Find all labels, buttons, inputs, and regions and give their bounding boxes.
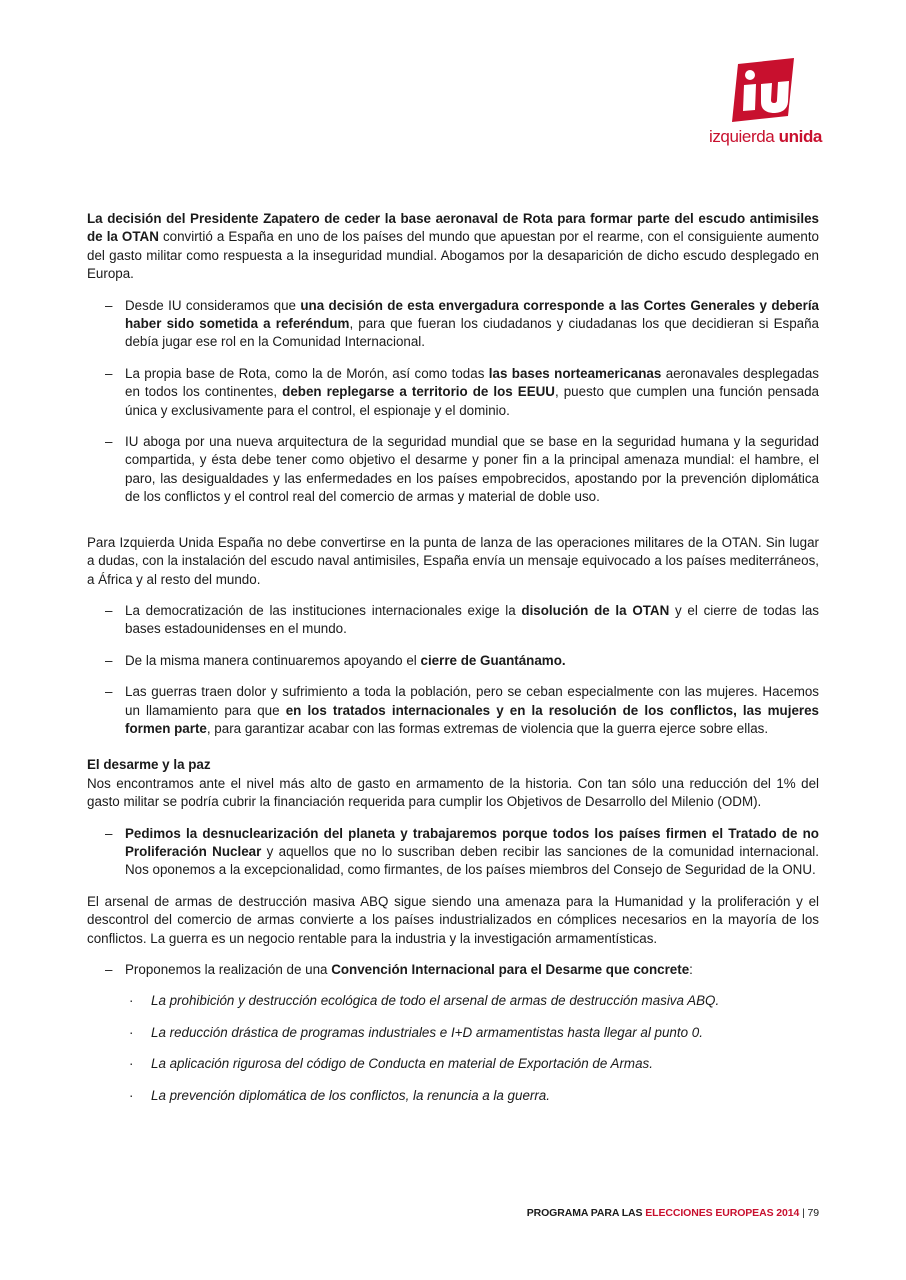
dash-marker: – [105, 825, 113, 841]
paragraph-gasto: Nos encontramos ante el nivel más alto de gasto en armamento de la historia. Con tan sólo una reducción del 1% del gasto militar se podría cubrir la financiación requerida para cumplir los Objetivos de Desarrollo del Milenio (ODM). [87, 775, 819, 810]
paragraph-arsenal: El arsenal de armas de destrucción masiva ABQ sigue siendo una amenaza para la Humanidad y la proliferación y el descontrol del comercio de armas convierte a los países industrializados en cómplices necesarios en la mayoría de los conflictos. La guerra es un negocio rentable para la industria y la investigación armamentísticas. [87, 893, 819, 946]
text: , para que fueran los ciudadanos y ciudadanas los que decidieran si España debía jugar ese rol en la Comunidad Internacional. [125, 316, 819, 350]
dash-marker: – [105, 434, 113, 450]
dash-marker: – [105, 365, 113, 381]
text: Proponemos la realización de una [125, 962, 332, 977]
dot-marker: · [129, 993, 134, 1009]
list-item [87, 365, 819, 420]
logo-wordmark [700, 127, 822, 147]
text: Desde IU consideramos que [125, 297, 301, 313]
sub-list-item [87, 1024, 819, 1042]
dash-marker: – [105, 652, 113, 668]
list-item [87, 602, 819, 639]
page-number: 79 [807, 1207, 819, 1219]
footer-separator: | [799, 1207, 808, 1219]
section-heading: El desarme y la paz [87, 757, 211, 773]
list-item [87, 825, 819, 880]
list-item [87, 683, 819, 738]
text: La aplicación rigurosa del código de Conducta en material de Exportación de Armas. [151, 1056, 653, 1072]
footer-highlight: ELECCIONES EUROPEAS 2014 [645, 1207, 800, 1219]
bold-text: deben replegarse a territorio de los EEUU [282, 384, 555, 400]
sub-list-item [87, 992, 819, 1010]
bold-text: cierre de Guantánamo. [420, 652, 566, 668]
bold-text: disolución de la OTAN [521, 602, 670, 618]
paragraph-rota [87, 210, 819, 284]
page-body [87, 210, 819, 1105]
logo-text-bold: unida [778, 127, 822, 146]
bold-text: La decisión del Presidente Zapatero de ceder la base aeronaval de Rota para formar parte del escudo antimisiles de la OTAN [87, 211, 819, 245]
list-item [87, 297, 819, 352]
footer-prefix: PROGRAMA PARA LAS [526, 1207, 646, 1219]
text: La democratización de las instituciones internacionales exige la [125, 602, 522, 618]
izquierda-unida-logo [700, 58, 830, 148]
dot-marker: · [129, 1087, 134, 1103]
text: La prohibición y destrucción ecológica de todo el arsenal de armas de destrucción masiva ABQ. [151, 993, 720, 1009]
logo-text-light: izquierda [708, 127, 775, 146]
bold-text: en los tratados internacionales y en la resolución de los conflictos, las mujeres formen parte [125, 702, 820, 736]
page-footer [527, 1204, 819, 1222]
text: y aquellos que no lo suscriban deben recibir las sanciones de la comunidad internacional. Nos oponemos a la excepcionalidad, como firmantes, de los países miembros del Consejo de Seguridad de la ONU. [125, 843, 819, 878]
sub-list-item [87, 1087, 819, 1105]
list-item [87, 433, 819, 507]
text: , puesto que cumplen una función pensada única y exclusivamente para el control, el espionaje y el dominio. [125, 384, 819, 418]
text: La reducción drástica de programas industriales e I+D armamentistas hasta llegar al punto 0. [151, 1024, 703, 1040]
text: : [689, 962, 693, 977]
text: y el cierre de todas las bases estadounidenses en el mundo. [125, 602, 819, 637]
text: La prevención diplomática de los conflictos, la renuncia a la guerra. [151, 1087, 550, 1103]
paragraph-otan: Para Izquierda Unida España no debe convertirse en la punta de lanza de las operaciones militares de la OTAN. Sin lugar a dudas, con la instalación del escudo naval antimisiles, España envía un mensaje equivocado a los países mediterráneos, a África y al resto del mundo. [87, 534, 819, 587]
list-item [87, 652, 819, 670]
dot-marker: · [129, 1056, 134, 1072]
dash-marker: – [105, 602, 113, 618]
dot-marker: · [129, 1024, 134, 1040]
iu-logo-mark-icon [728, 58, 798, 124]
bold-text: Convención Internacional para el Desarme que concrete [331, 962, 690, 977]
dash-marker: – [105, 297, 113, 313]
bold-text: Pedimos la desnuclearización del planeta y trabajaremos porque todos los países firmen el Tratado de no Proliferación Nuclear [125, 825, 819, 859]
text: , para garantizar acabar con las formas extremas de violencia que la guerra ejerce sobre ellas. [206, 720, 769, 736]
sub-list-item [87, 1055, 819, 1073]
text: IU aboga por una nueva arquitectura de la seguridad mundial que se base en la seguridad humana y la seguridad compartida, y ésta debe tener como objetivo el desarme y poner fin a la principal amenaza mundial: el hambre, el paro, las desigualdades y las enfermedades en los países empobrecidos, apostando por la prevención diplomática de los conflictos y el control real del comercio de armas y material de doble uso. [125, 434, 819, 505]
list-item [87, 961, 819, 979]
bold-text: una decisión de esta envergadura corresponde a las Cortes Generales y debería haber sido sometida a referéndum [125, 297, 819, 332]
text: De la misma manera continuaremos apoyando el [125, 652, 421, 668]
text: La propia base de Rota, como la de Morón, así como todas [125, 365, 489, 381]
text: Las guerras traen dolor y sufrimiento a toda la población, pero se ceban especialmente con las mujeres. Hacemos un llamamiento para que [125, 684, 819, 718]
dash-marker: – [105, 684, 113, 700]
bold-text: las bases norteamericanas [488, 365, 662, 381]
dash-marker: – [105, 962, 113, 977]
text: convirtió a España en uno de los países del mundo que apuestan por el rearme, con el consiguiente aumento del gasto militar como respuesta a la inseguridad mundial. Abogamos por la desaparición de dicho escudo desplegado en Europa. [87, 229, 819, 282]
text: aeronavales desplegadas en todos los continentes, [125, 365, 819, 400]
